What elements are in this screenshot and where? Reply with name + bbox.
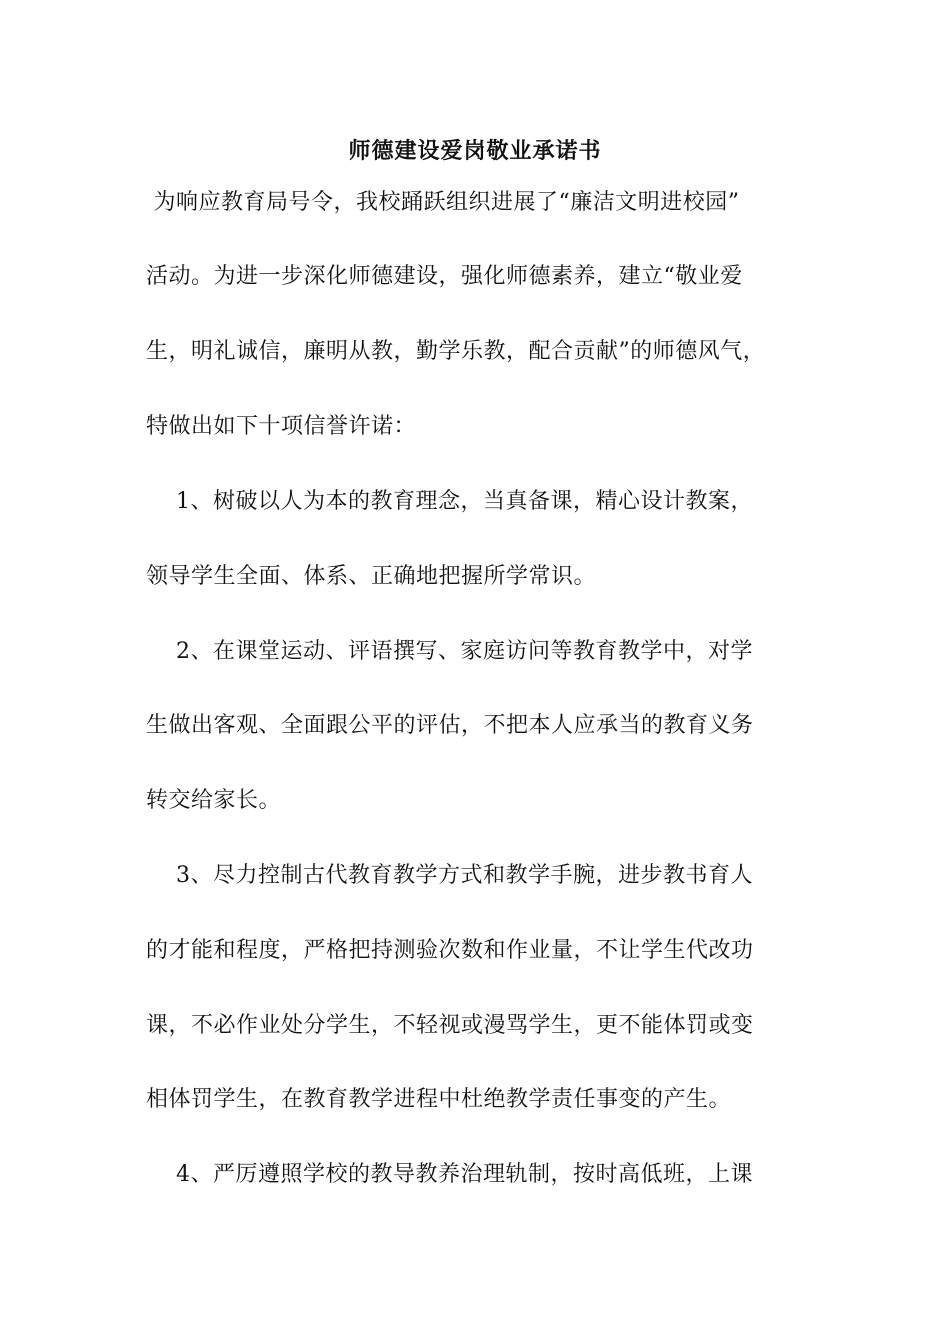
text-line-10: 3、尽力控制古代教育教学方式和教学手腕，进步教书育人 — [146, 863, 753, 888]
text-line-12: 课，不必作业处分学生，不轻视或漫骂学生，更不能体罚或变 — [146, 1013, 754, 1038]
text-line-1: 为响应教育局号令，我校踊跃组织进展了“廉洁文明进校园” — [146, 190, 740, 215]
text-line-13: 相体罚学生，在教育教学进程中杜绝教学责任事变的产生。 — [146, 1087, 732, 1112]
text-line-6: 领导学生全面、体系、正确地把握所学常识。 — [146, 564, 597, 589]
text-line-4: 特做出如下十项信誉许诺： — [146, 414, 417, 439]
text-line-8: 生做出客观、全面跟公平的评估，不把本人应承当的教育义务 — [146, 713, 754, 738]
text-line-7: 2、在课堂运动、评语撰写、家庭访问等教育教学中，对学 — [146, 639, 753, 664]
text-line-2: 活动。为进一步深化师德建设，强化师德素养，建立“敬业爱 — [146, 264, 743, 289]
text-line-14: 4、严厉遵照学校的教导教养治理轨制，按时高低班，上课 — [146, 1162, 753, 1187]
text-line-11: 的才能和程度，严格把持测验次数和作业量，不让学生代改功 — [146, 938, 754, 963]
document-title: 师德建设爱岗敬业承诺书 — [348, 138, 602, 164]
text-line-5: 1、树破以人为本的教育理念，当真备课，精心设计教案， — [146, 489, 753, 514]
text-line-3: 生，明礼诚信，廉明从教，勤学乐教，配合贡献”的师德风气， — [146, 339, 766, 364]
text-line-9: 转交给家长。 — [146, 788, 282, 813]
